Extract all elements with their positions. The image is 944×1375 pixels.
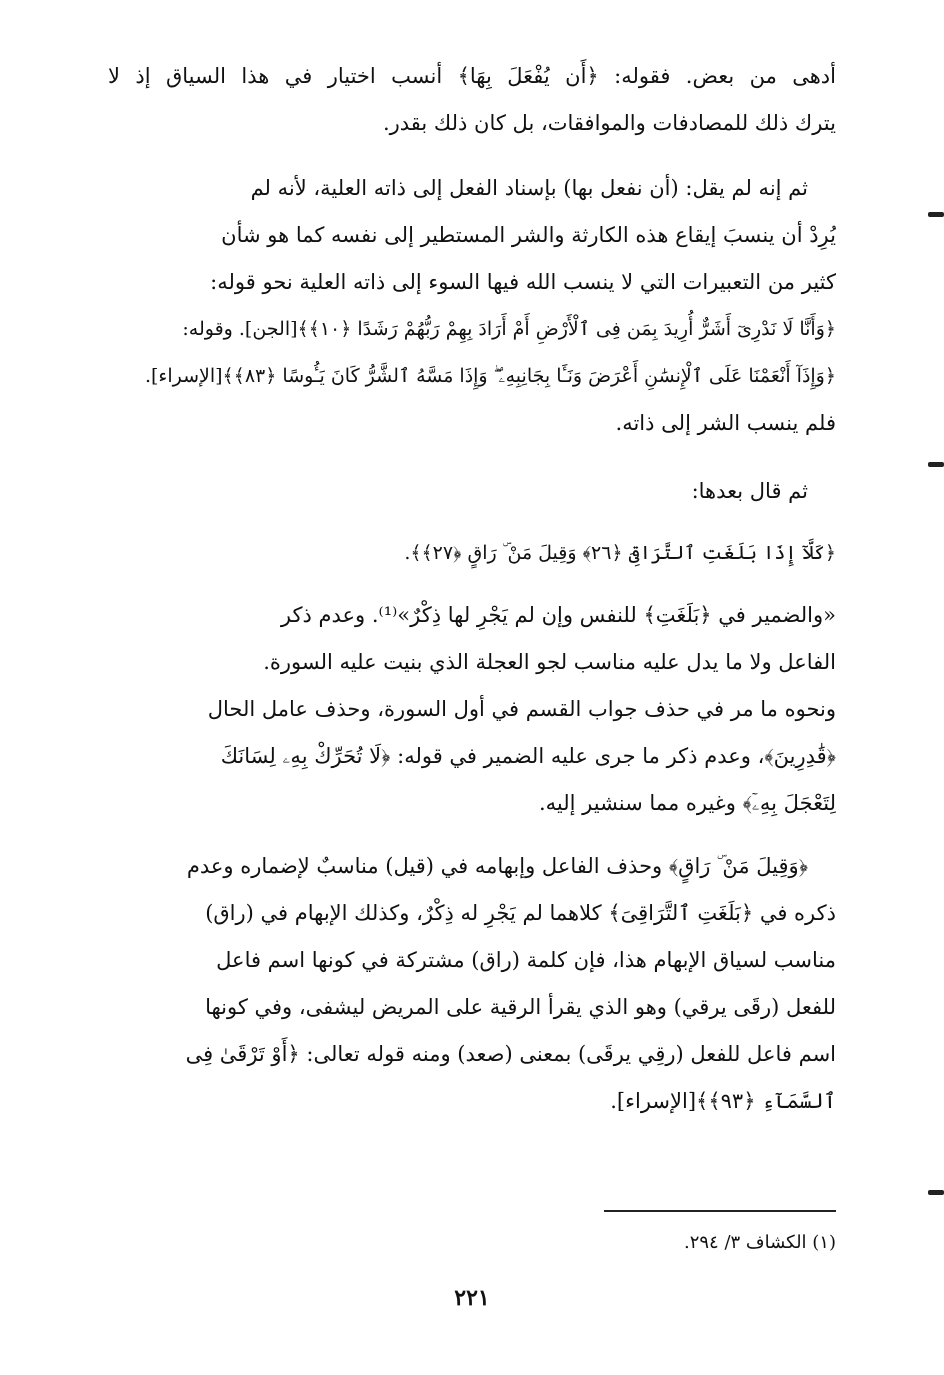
text-line: يترك ذلك للمصادفات والموافقات، بل كان ذلك بقدر. — [382, 111, 836, 135]
text-line: ٱلسَّمَآءِ ﴿٩٣﴾﴾[الإسراء]. — [610, 1089, 836, 1113]
scan-edge-mark — [928, 1190, 944, 1195]
footnote: (١) الكشاف ٣/ ٢٩٤. — [683, 1232, 836, 1253]
quran-verse-line: ﴿وَأَنَّا لَا نَدْرِىٓ أَشَرٌّ أُرِيدَ بِمَن فِى ٱلْأَرْضِ أَمْ أَرَادَ بِهِمْ رَبُّهُمْ رَشَدًا ﴿١٠﴾﴾[الجن]. وقوله: — [182, 318, 836, 340]
text-line: ثم قال بعدها: — [691, 479, 808, 503]
text-line: ذكره في ﴿بَلَغَتِ ٱلتَّرَاقِىَ﴾ كلاهما لم يَجْرِ له ذِكْرٌ، وكذلك الإبهام في (راق) — [205, 901, 836, 925]
paragraph-3 — [108, 468, 836, 515]
scan-edge-mark — [928, 462, 944, 467]
text-line: «والضمير في ﴿بَلَغَتِ﴾ للنفس وإن لم يَجْرِ لها ذِكْرٌ»⁽¹⁾. وعدم ذكر — [280, 603, 836, 627]
text-line: ﴿وَقِيلَ مَنْ ۜ رَاقٍ﴾ وحذف الفاعل وإبهامه في (قيل) مناسبٌ لإضماره وعدم — [186, 854, 808, 878]
paragraph-6 — [108, 843, 836, 1125]
text-line: يُرِدْ أن ينسبَ إيقاع هذه الكارثة والشر المستطير إلى نفسه كما هو شأن — [221, 223, 836, 247]
text-line: اسم فاعل للفعل (رقِي يرقَى) بمعنى (صعد) ومنه قوله تعالى: ﴿أَوْ تَرْقَىٰ فِى — [185, 1042, 836, 1066]
text-line: لِتَعْجَلَ بِهِۦٓ﴾ وغيره مما سنشير إليه. — [538, 791, 836, 815]
footnote-separator — [604, 1210, 836, 1212]
text-line: للفعل (رقَى يرقي) وهو الذي يقرأ الرقية على المريض ليشفى، وفي كونها — [205, 995, 836, 1019]
scan-edge-mark — [928, 212, 944, 217]
quran-verse-line: ﴿كَلَّآ إِذَا بَلَغَتِ ٱلتَّرَاقِىَ ﴿٢٦﴾ وَقِيلَ مَنْ ۜ رَاقٍ ﴿٢٧﴾﴾. — [404, 542, 836, 564]
text-line: ﴿قَٰدِرِينَ﴾، وعدم ذكر ما جرى عليه الضمير في قوله: ﴿لَا تُحَرِّكْ بِهِۦ لِسَانَكَ — [220, 744, 836, 768]
paragraph-2 — [108, 165, 836, 447]
text-line: ونحوه ما مر في حذف جواب القسم في أول السورة، وحذف عامل الحال — [207, 697, 836, 721]
text-line: الفاعل ولا ما يدل عليه مناسب لجو العجلة الذي بنيت عليه السورة. — [263, 650, 836, 674]
paragraph-4-verse — [108, 530, 836, 577]
text-line: أدهى من بعض. فقوله: ﴿أَن يُفْعَلَ بِهَا﴾ أنسب اختيار في هذا السياق إذ لا — [108, 64, 836, 88]
paragraph-5 — [108, 592, 836, 827]
text-line: فلم ينسب الشر إلى ذاته. — [615, 411, 836, 435]
text-line: كثير من التعبيرات التي لا ينسب الله فيها السوء إلى ذاته العلية نحو قوله: — [210, 270, 836, 294]
quran-verse-line: ﴿وَإِذَآ أَنْعَمْنَا عَلَى ٱلْإِنسَٰنِ أَعْرَضَ وَنَـَٔا بِجَانِبِهِۦ ۖ وَإِذَا مَسَّهُ ٱلشَّرُّ كَانَ يَـُٔوسًا ﴿٨٣﴾﴾[الإسراء]. — [144, 365, 836, 387]
paragraph-1 — [108, 53, 836, 147]
page-number: ٢٢١ — [454, 1285, 490, 1311]
text-line: مناسب لسياق الإبهام هذا، فإن كلمة (راق) مشتركة في كونها اسم فاعل — [216, 948, 836, 972]
text-line: ثم إنه لم يقل: (أن نفعل بها) بإسناد الفعل إلى ذاته العلية، لأنه لم — [250, 176, 808, 200]
